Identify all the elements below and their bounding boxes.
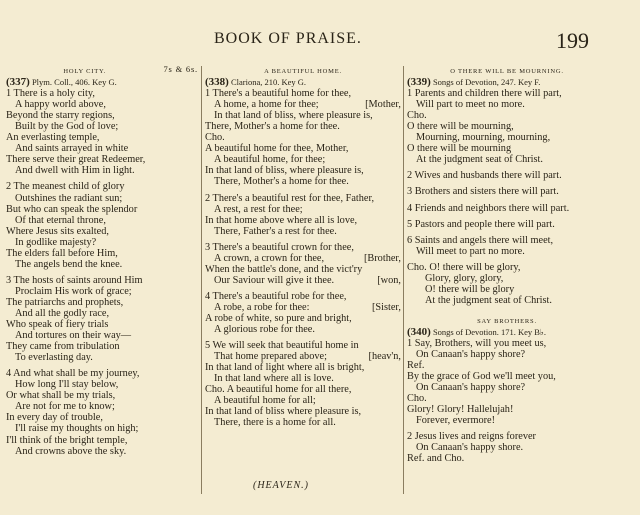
verse-line: 3 Brothers and sisters there will part. — [407, 186, 559, 198]
stanza-1 — [205, 88, 401, 187]
stanza-3 — [205, 242, 401, 286]
stanza-2 — [205, 193, 401, 237]
stanza-2 — [6, 181, 198, 269]
verse-line: And saints arrayed in white — [15, 143, 129, 155]
verse-line: On Canaan's happy shore? — [416, 349, 526, 361]
hymn-header — [205, 77, 401, 88]
verse-line: But who can speak the splendor — [6, 203, 138, 215]
verse-line: At the judgment seat of Christ. — [425, 294, 552, 306]
verse-line: Or what shall be my trials, — [6, 390, 116, 402]
verse-line: A home, a home for thee; [Mother, — [214, 99, 401, 111]
hymn-338 — [205, 66, 401, 428]
stanza-4 — [205, 291, 401, 335]
tune-name: SAY BROTHERS. — [477, 317, 537, 325]
verse-line: Are not for me to know; — [15, 401, 115, 413]
verse-line: Who speak of fiery trials — [6, 319, 109, 331]
page-number: 199 — [556, 28, 589, 53]
verse-line: A beautiful home for thee, Mother, — [205, 143, 349, 155]
verse-line: And tortures on their way— — [15, 330, 132, 342]
verse-line: And all the godly race, — [15, 307, 110, 319]
hymn-number: (337) — [6, 76, 30, 89]
verse-line: When the battle's done, and the vict'ry — [205, 263, 363, 275]
verse-line: Where Jesus sits exalted, — [6, 225, 109, 237]
stanza-3 — [6, 275, 198, 363]
verse-line: Our Saviour will give it thee. [won, — [214, 274, 401, 286]
verse-line: In that land of bliss where pleasure is, — [205, 406, 362, 418]
verse-line: Beyond the starry regions, — [6, 110, 115, 122]
verse-line: Glory, glory, glory, — [425, 272, 504, 284]
verse-line: They came from tribulation — [6, 341, 120, 353]
verse-line: 2 Wives and husbands there will part. — [407, 170, 562, 182]
verse-line: 2 Jesus lives and reigns forever — [407, 431, 536, 443]
stanza-list — [407, 170, 607, 305]
hymn-header — [407, 327, 607, 338]
verse-line: Outshines the radiant sun; — [15, 192, 123, 204]
line-overflow: [heav'n, — [368, 351, 401, 363]
hymn-340-stanzas — [407, 338, 607, 465]
verse-line: O there will be mourning — [407, 143, 512, 155]
line-overflow: [Brother, — [363, 252, 401, 264]
hymn-header — [6, 77, 198, 88]
chorus-label: Cho. — [407, 110, 427, 122]
verse-line: A glorious robe for thee. — [214, 324, 315, 336]
verse-line: The angels bend the knee. — [15, 258, 123, 270]
hymn-source: Songs of Devotion. 171. Key B♭. — [432, 326, 547, 337]
verse-line: At the judgment seat of Christ. — [416, 154, 543, 166]
verse-line: A happy world above, — [15, 99, 106, 111]
verse-line: I'll raise my thoughts on high; — [15, 423, 139, 435]
hymn-number: (340) — [407, 325, 431, 338]
verse-line: In that home above where all is love, — [205, 214, 358, 226]
verse-line: 1 There is a holy city, — [6, 88, 95, 100]
chorus-label: Cho. — [205, 132, 225, 144]
verse-line: 4 And what shall be my journey, — [6, 368, 140, 380]
verse-line: In that land of bliss, where pleasure is, — [214, 110, 373, 122]
verse-line: O there will be mourning, — [407, 121, 514, 133]
tune-name: HOLY CITY. 7s & 6s. — [63, 64, 198, 75]
verse-line: 2 There's a beautiful rest for thee, Father, — [205, 192, 375, 204]
verse-line: 1 Parents and children there will part, — [407, 88, 562, 100]
verse-line: O! there will be glory — [425, 283, 515, 295]
column-rule — [403, 66, 404, 494]
line-overflow: [Mother, — [365, 99, 401, 111]
verse-line: Cho. A beautiful home for all there, — [205, 384, 352, 396]
verse-line: In godlike majesty? — [15, 236, 97, 248]
verse-line: By the grace of God we'll meet you, — [407, 371, 556, 383]
verse-line: There, there is a home for all. — [214, 417, 336, 429]
verse-line: Mourning, mourning, mourning, — [416, 132, 551, 144]
verse-line: To everlasting day. — [15, 352, 93, 364]
verse-line: Glory! Glory! Hallelujah! — [407, 404, 514, 416]
book-title: BOOK OF PRAISE. — [214, 30, 362, 47]
verse-line: A robe of white, so pure and bright, — [205, 312, 352, 324]
verse-line: 4 There's a beautiful robe for thee, — [205, 290, 347, 302]
hymn-337 — [6, 66, 198, 457]
verse-line: Built by the God of love; — [15, 121, 119, 133]
verse-line: There, Father's a rest for thee. — [214, 225, 337, 237]
tune-name: O THERE WILL BE MOURNING. — [450, 68, 564, 75]
line-overflow: [Sister, — [371, 301, 401, 313]
verse-line: 3 The hosts of saints around Him — [6, 274, 143, 286]
verse-line: In that land of bliss, where pleasure is, — [205, 165, 364, 177]
verse-line: On Canaan's happy shore. — [416, 442, 524, 454]
stanza-1 — [407, 88, 607, 165]
verse-line: A beautiful home, for thee; — [214, 154, 326, 166]
verse-line: That home prepared above; [heav'n, — [214, 351, 401, 363]
verse-line: Of that eternal throne, — [15, 214, 106, 226]
verse-line: I'll think of the bright temple, — [6, 434, 128, 446]
verse-line: 2 The meanest child of glory — [6, 181, 125, 193]
hymn-header — [407, 77, 607, 88]
hymn-source: Clariona, 210. Key G. — [230, 77, 307, 88]
verse-line: 4 Friends and neighbors there will part. — [407, 202, 570, 214]
verse-line: On Canaan's happy shore? — [416, 382, 526, 394]
verse-line: 6 Saints and angels there will meet, — [407, 234, 554, 246]
hymn-source: Plym. Coll., 406. Key G. — [31, 77, 117, 88]
verse-line: In that land where all is love. — [214, 373, 334, 385]
verse-line: Will part to meet no more. — [416, 99, 525, 111]
verse-line: How long I'll stay below, — [15, 379, 119, 391]
tune-name: A BEAUTIFUL HOME. — [264, 68, 342, 75]
stanza-1 — [6, 88, 198, 176]
verse-line: Proclaim His work of grace; — [15, 285, 132, 297]
verse-line: And crowns above the sky. — [15, 445, 127, 457]
verse-line: 5 We will seek that beautiful home in — [205, 340, 359, 352]
stanza-4 — [6, 368, 198, 456]
verse-line: Forever, evermore! — [416, 415, 496, 427]
meter: 7s & 6s. — [163, 64, 198, 74]
verse-line: A crown, a crown for thee, [Brother, — [214, 252, 401, 264]
column-rule — [201, 66, 202, 494]
verse-line: The elders fall before Him, — [6, 247, 118, 259]
verse-line: Cho. O! there will be glory, — [407, 261, 521, 273]
stanza-5 — [205, 340, 401, 428]
verse-line: There, Mother's a home for thee. — [205, 121, 340, 133]
verse-line: 3 There's a beautiful crown for thee, — [205, 241, 354, 253]
verse-line: A robe, a robe for thee: [Sister, — [214, 301, 401, 313]
line-overflow: [won, — [377, 274, 401, 286]
verse-line: 5 Pastors and people there will part. — [407, 218, 555, 230]
refrain-label: Ref. — [407, 360, 425, 372]
verse-line: In that land of light where all is bright, — [205, 362, 365, 374]
verse-line: Ref. and Cho. — [407, 453, 465, 465]
hymn-source: Songs of Devotion, 247. Key F. — [432, 77, 541, 88]
verse-line: A beautiful home for all; — [214, 395, 316, 407]
page-header — [0, 28, 640, 54]
verse-line: A rest, a rest for thee; — [214, 203, 303, 215]
verse-line: An everlasting temple, — [6, 132, 100, 144]
hymn-339 — [407, 66, 607, 465]
section-footer: (HEAVEN.) — [253, 480, 309, 491]
verse-line: There serve their great Redeemer, — [6, 154, 146, 166]
chorus-label: Cho. — [407, 393, 427, 405]
hymn-number: (338) — [205, 76, 229, 89]
verse-line: There, Mother's a home for thee. — [214, 176, 349, 188]
verse-line: The patriarchs and prophets, — [6, 296, 124, 308]
verse-line: And dwell with Him in light. — [15, 165, 135, 177]
hymn-number: (339) — [407, 76, 431, 89]
verse-line: 1 Say, Brothers, will you meet us, — [407, 337, 547, 349]
verse-line: In every day of trouble, — [6, 412, 103, 424]
verse-line: 1 There's a beautiful home for thee, — [205, 88, 352, 100]
verse-line: Will meet to part no more. — [416, 245, 525, 257]
